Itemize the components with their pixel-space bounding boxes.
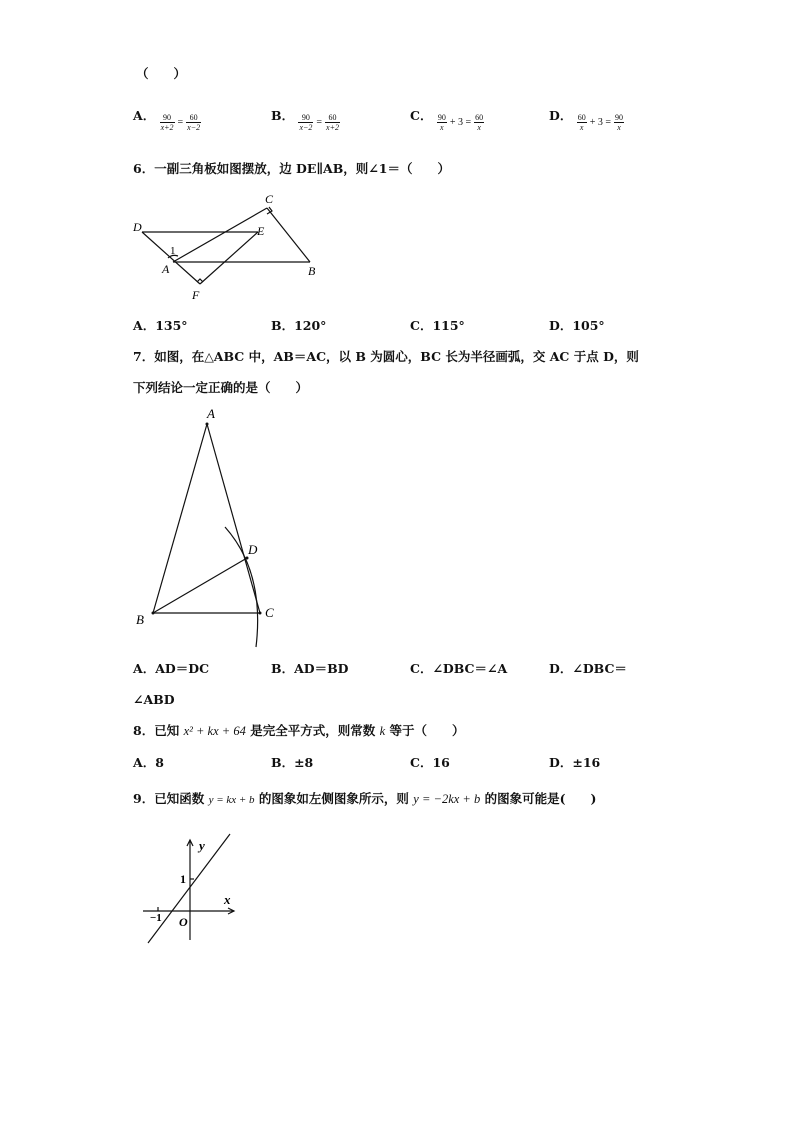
right-angle-f	[197, 279, 203, 282]
q8-option-a[interactable]: A．8	[133, 755, 164, 770]
fraction: $\frac{90}{x+2}$	[160, 113, 174, 132]
q7-option-d[interactable]: D．∠DBC＝	[549, 661, 627, 676]
q8-k: k	[379, 724, 386, 738]
label-e: E	[257, 224, 265, 238]
q6-figure	[128, 188, 328, 306]
label-y: y	[199, 838, 205, 853]
fraction: $\frac{60}{x-2}$	[187, 113, 201, 132]
fraction: $\frac{90}{x}$	[437, 113, 446, 132]
q5-option-c[interactable]	[410, 108, 484, 132]
label-one: 1	[180, 872, 186, 886]
q8-stem	[133, 723, 465, 739]
fraction: $\frac{60}{x}$	[577, 113, 586, 132]
label-neg-one: −1	[150, 912, 162, 924]
q7-option-d-continued: ∠ABD	[133, 692, 175, 707]
q6-option-d[interactable]: D．105°	[549, 318, 605, 333]
option-letter: D．	[549, 108, 573, 123]
paren-blank: （ ）	[136, 66, 187, 81]
segment-ac	[207, 424, 260, 613]
q5-option-b[interactable]	[271, 108, 340, 132]
q8-expression: x² + kx + 64	[183, 724, 246, 738]
q7-figure	[130, 402, 290, 652]
q5-option-d[interactable]	[549, 108, 624, 132]
q8-option-c[interactable]: C．16	[410, 755, 450, 770]
q9-stem	[133, 791, 596, 808]
label-c: C	[265, 192, 274, 206]
q6-option-c[interactable]: C．115°	[410, 318, 465, 333]
q7-option-c[interactable]: C．∠DBC＝∠A	[410, 661, 508, 676]
option-expression: $\frac{90}{x}$ + 3 = $\frac{60}{x}$	[437, 113, 484, 132]
label-b: B	[308, 264, 316, 278]
q7-stem-line2: 下列结论一定正确的是（ ）	[133, 380, 309, 395]
q8-middle: 是完全平方式，则常数	[250, 723, 376, 738]
option-expression: $\frac{90}{x+2}$ = $\frac{60}{x-2}$	[160, 113, 201, 132]
q8-option-d[interactable]: D．±16	[549, 755, 601, 770]
q9-function-1: y = kx + b	[208, 794, 255, 806]
point-b	[152, 612, 155, 615]
fraction: $\frac{90}{x}$	[614, 113, 623, 132]
label-d: D	[248, 542, 258, 557]
fraction: $\frac{60}{x}$	[475, 113, 484, 132]
q9-middle: 的图象如左侧图象所示，则	[258, 791, 409, 806]
segment-bd	[153, 558, 247, 613]
segment-cb	[267, 208, 310, 262]
q8-option-b[interactable]: B．±8	[271, 755, 314, 770]
function-line	[148, 834, 230, 943]
label-b: B	[136, 612, 144, 627]
q7-option-a[interactable]: A．AD＝DC	[133, 661, 210, 676]
q6-stem: 6．一副三角板如图摆放，边 DE∥AB，则∠1＝（ ）	[133, 161, 450, 176]
fraction: $\frac{60}{x+2}$	[326, 113, 339, 132]
q6-option-a[interactable]: A．135°	[133, 318, 188, 333]
q9-suffix: 的图象可能是( )	[484, 791, 597, 806]
point-c	[259, 612, 262, 615]
label-c: C	[265, 605, 274, 620]
segment-ac	[173, 208, 267, 262]
fraction: $\frac{90}{x-2}$	[299, 113, 313, 132]
q9-graph	[138, 828, 248, 948]
label-angle-1: 1	[170, 245, 176, 257]
q9-prefix: 9．已知函数	[133, 791, 205, 806]
q8-suffix: 等于（ ）	[389, 723, 465, 738]
segment-ab	[153, 424, 207, 613]
option-letter: C．	[410, 108, 433, 123]
label-f: F	[192, 288, 200, 302]
q6-option-b[interactable]: B．120°	[271, 318, 327, 333]
segment-fe	[200, 232, 258, 284]
option-expression: $\frac{60}{x}$ + 3 = $\frac{90}{x}$	[577, 113, 623, 132]
option-letter: B．	[271, 108, 295, 123]
option-letter: A．	[133, 108, 156, 123]
option-expression: $\frac{90}{x-2}$ = $\frac{60}{x+2}$	[299, 113, 339, 132]
label-a: A	[162, 262, 170, 276]
segment-df	[142, 232, 200, 284]
label-a: A	[207, 406, 215, 421]
q7-option-b[interactable]: B．AD＝BD	[271, 661, 349, 676]
q5-option-a[interactable]	[133, 108, 201, 132]
q9-function-2: y = −2kx + b	[413, 792, 481, 806]
label-d: D	[133, 220, 142, 234]
q7-stem-line1: 7．如图，在△ABC 中，AB＝AC，以 B 为圆心，BC 长为半径画弧，交 AC 于点 D，则	[133, 349, 639, 364]
q8-prefix: 8．已知	[133, 723, 180, 738]
label-origin: O	[179, 915, 188, 929]
point-a	[206, 423, 209, 426]
label-x: x	[224, 892, 231, 907]
